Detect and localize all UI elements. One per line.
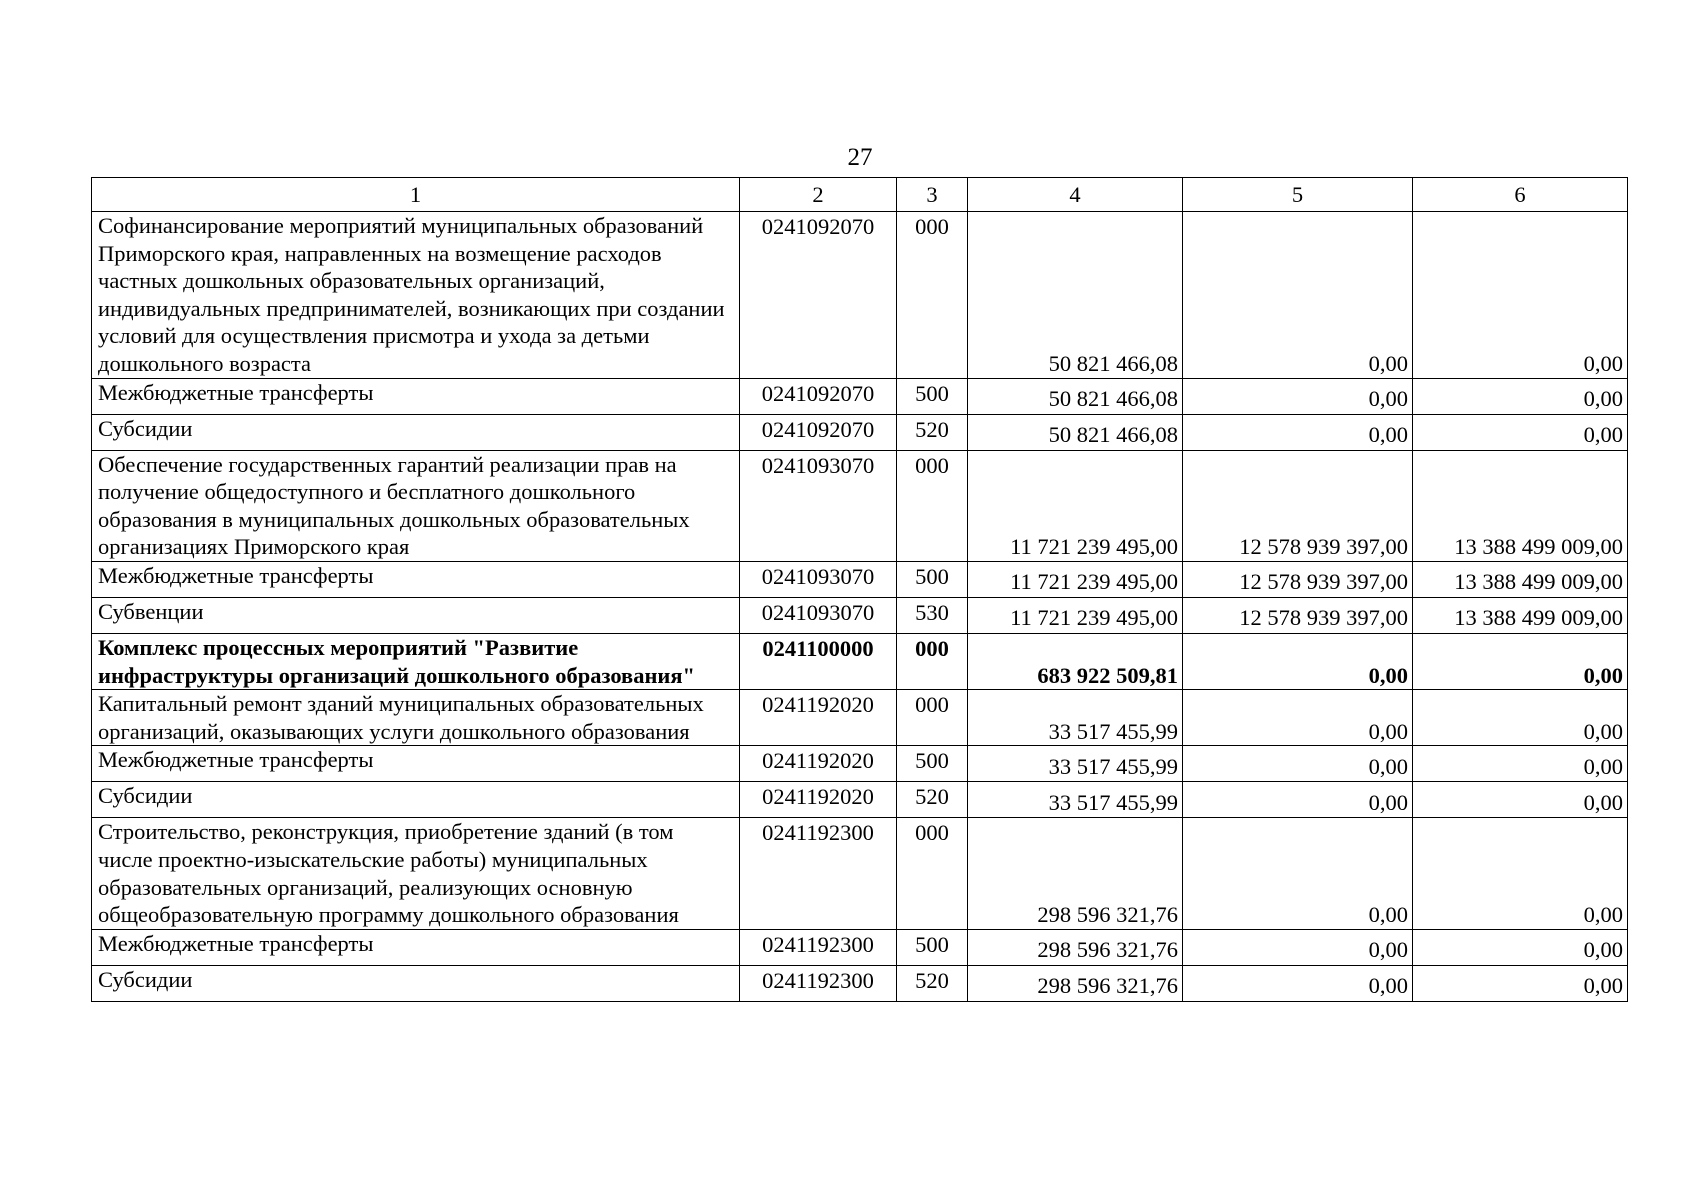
table-row [92, 212, 1628, 379]
row-name: Межбюджетные трансферты [92, 929, 740, 965]
row-value-4: 33 517 455,99 [968, 746, 1183, 782]
table-row [92, 378, 1628, 414]
row-value-6: 0,00 [1413, 965, 1628, 1001]
row-name: Субсидии [92, 965, 740, 1001]
row-name: Субсидии [92, 414, 740, 450]
row-value-5: 0,00 [1183, 965, 1413, 1001]
row-type: 520 [897, 965, 968, 1001]
row-value-4: 33 517 455,99 [968, 782, 1183, 818]
row-value-4: 50 821 466,08 [968, 378, 1183, 414]
row-value-6: 0,00 [1413, 818, 1628, 929]
row-type: 530 [897, 597, 968, 633]
row-value-6: 0,00 [1413, 633, 1628, 689]
table-row [92, 414, 1628, 450]
row-value-5: 0,00 [1183, 212, 1413, 379]
row-type: 500 [897, 929, 968, 965]
row-code: 0241100000 [740, 633, 897, 689]
column-header: 1 [92, 178, 740, 212]
row-value-6: 13 388 499 009,00 [1413, 597, 1628, 633]
row-value-4: 11 721 239 495,00 [968, 450, 1183, 561]
row-value-6: 0,00 [1413, 929, 1628, 965]
table-row [92, 450, 1628, 561]
table-row [92, 597, 1628, 633]
table-row-section [92, 633, 1628, 689]
row-value-4: 33 517 455,99 [968, 690, 1183, 746]
row-type: 000 [897, 450, 968, 561]
row-value-5: 12 578 939 397,00 [1183, 561, 1413, 597]
row-code: 0241192020 [740, 690, 897, 746]
row-name: Строительство, реконструкция, приобретение зданий (в том числе проектно-изыскательские работы) муниципальных образовательных организаций, реализующих основную общеобразовательную программу дошкольного образования [92, 818, 740, 929]
row-value-4: 683 922 509,81 [968, 633, 1183, 689]
row-name: Комплекс процессных мероприятий "Развитие инфраструктуры организаций дошкольного образования" [92, 633, 740, 689]
row-value-6: 0,00 [1413, 746, 1628, 782]
row-code: 0241093070 [740, 561, 897, 597]
row-code: 0241192300 [740, 818, 897, 929]
row-value-4: 11 721 239 495,00 [968, 597, 1183, 633]
row-code: 0241092070 [740, 414, 897, 450]
row-name: Капитальный ремонт зданий муниципальных образовательных организаций, оказывающих услуги дошкольного образования [92, 690, 740, 746]
row-name: Субсидии [92, 782, 740, 818]
row-value-5: 0,00 [1183, 818, 1413, 929]
row-value-4: 298 596 321,76 [968, 929, 1183, 965]
row-value-5: 0,00 [1183, 378, 1413, 414]
row-type: 000 [897, 818, 968, 929]
row-value-4: 11 721 239 495,00 [968, 561, 1183, 597]
row-value-6: 0,00 [1413, 414, 1628, 450]
row-name: Обеспечение государственных гарантий реализации прав на получение общедоступного и бесплатного дошкольного образования в муниципальных дошкольных образовательных организациях Приморского края [92, 450, 740, 561]
row-type: 000 [897, 633, 968, 689]
row-type: 000 [897, 212, 968, 379]
row-type: 500 [897, 746, 968, 782]
table-row [92, 965, 1628, 1001]
row-name: Софинансирование мероприятий муниципальных образований Приморского края, направленных на возмещение расходов частных дошкольных образовательных организаций, индивидуальных предпринимателей, возникающих при создании условий для осуществления присмотра и ухода за детьми дошкольного возраста [92, 212, 740, 379]
budget-table [91, 177, 1628, 1002]
row-code: 0241092070 [740, 378, 897, 414]
row-name: Субвенции [92, 597, 740, 633]
column-header: 6 [1413, 178, 1628, 212]
row-code: 0241192300 [740, 965, 897, 1001]
row-value-5: 0,00 [1183, 746, 1413, 782]
row-value-4: 298 596 321,76 [968, 818, 1183, 929]
row-code: 0241092070 [740, 212, 897, 379]
row-code: 0241192020 [740, 782, 897, 818]
row-type: 000 [897, 690, 968, 746]
row-value-6: 0,00 [1413, 782, 1628, 818]
row-value-4: 298 596 321,76 [968, 965, 1183, 1001]
row-value-5: 0,00 [1183, 782, 1413, 818]
table-row [92, 746, 1628, 782]
table-row [92, 690, 1628, 746]
column-header: 4 [968, 178, 1183, 212]
row-value-6: 0,00 [1413, 378, 1628, 414]
row-type: 500 [897, 378, 968, 414]
column-header: 2 [740, 178, 897, 212]
row-type: 520 [897, 782, 968, 818]
row-code: 0241093070 [740, 450, 897, 561]
row-name: Межбюджетные трансферты [92, 378, 740, 414]
row-value-6: 0,00 [1413, 212, 1628, 379]
row-code: 0241093070 [740, 597, 897, 633]
table-row [92, 561, 1628, 597]
page-number: 27 [847, 144, 873, 171]
row-name: Межбюджетные трансферты [92, 561, 740, 597]
table-row [92, 818, 1628, 929]
row-value-4: 50 821 466,08 [968, 212, 1183, 379]
row-code: 0241192020 [740, 746, 897, 782]
header-row [92, 178, 1628, 212]
table-row [92, 782, 1628, 818]
row-code: 0241192300 [740, 929, 897, 965]
row-value-5: 0,00 [1183, 633, 1413, 689]
row-value-6: 13 388 499 009,00 [1413, 450, 1628, 561]
row-value-6: 13 388 499 009,00 [1413, 561, 1628, 597]
table-row [92, 929, 1628, 965]
row-value-4: 50 821 466,08 [968, 414, 1183, 450]
row-value-5: 0,00 [1183, 929, 1413, 965]
row-value-6: 0,00 [1413, 690, 1628, 746]
row-type: 520 [897, 414, 968, 450]
row-value-5: 0,00 [1183, 414, 1413, 450]
row-value-5: 12 578 939 397,00 [1183, 597, 1413, 633]
row-value-5: 0,00 [1183, 690, 1413, 746]
column-header: 5 [1183, 178, 1413, 212]
row-type: 500 [897, 561, 968, 597]
column-header: 3 [897, 178, 968, 212]
row-value-5: 12 578 939 397,00 [1183, 450, 1413, 561]
row-name: Межбюджетные трансферты [92, 746, 740, 782]
